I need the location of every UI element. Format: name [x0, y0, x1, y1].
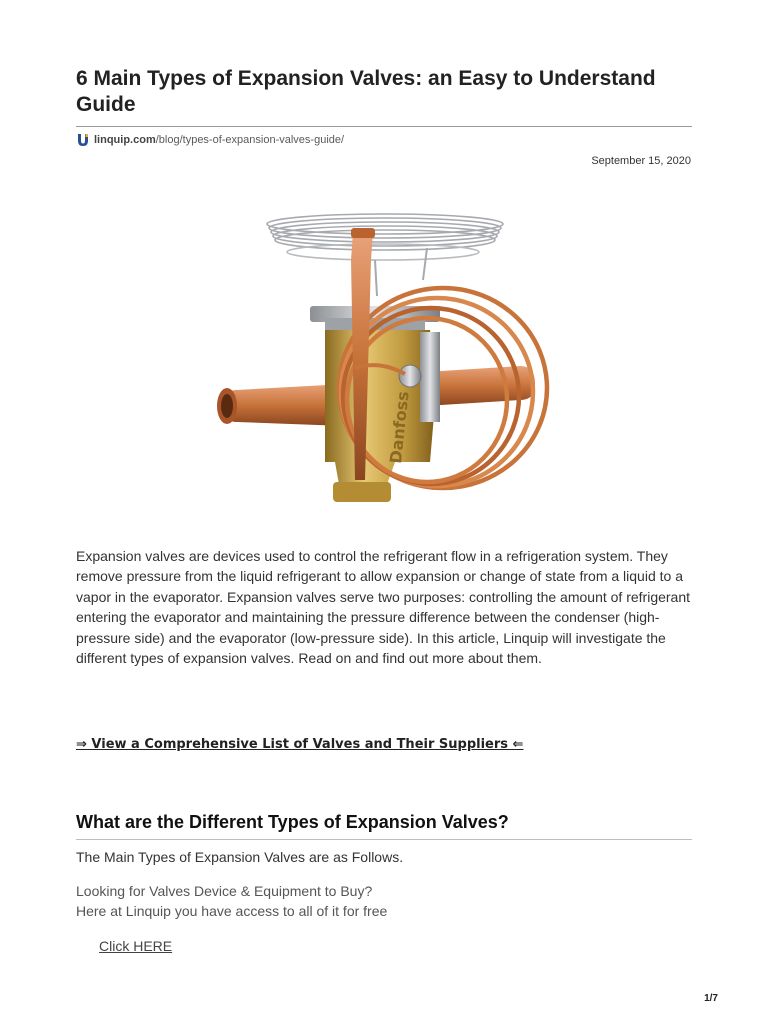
- promo-line-2: Here at Linquip you have access to all of it for free: [76, 903, 388, 919]
- suppliers-list-link[interactable]: ⇒ View a Comprehensive List of Valves and Their Suppliers ⇐: [76, 737, 524, 752]
- page-title: 6 Main Types of Expansion Valves: an Easy to Understand Guide: [76, 67, 656, 116]
- source-domain[interactable]: linquip.com: [94, 134, 156, 146]
- expansion-valve-image: [205, 200, 555, 510]
- title-divider: [76, 126, 692, 127]
- section-divider: [76, 839, 692, 840]
- publish-date: September 15, 2020: [591, 155, 691, 167]
- linquip-logo-icon: [76, 133, 90, 147]
- source-path[interactable]: /blog/types-of-expansion-valves-guide/: [155, 134, 345, 146]
- intro-paragraph: Expansion valves are devices used to control the refrigerant flow in a refrigeration system. They remove pressure from the liquid refrigerant to allow expansion or change of state from a liquid to a vapor in the evaporator. Expansion valves serve two purposes: controlling the amount of refrigerant entering the evaporator and maintaining the pressure difference between the condenser (high-pressure side) and the evaporator (low-pressure side). In this article, Linquip will investigate the different types of expansion valves. Read on and find out more about them.: [76, 548, 691, 667]
- brand-text: Danfoss: [386, 390, 413, 465]
- click-here-link[interactable]: Click HERE: [99, 938, 173, 954]
- promo-line-1: Looking for Valves Device & Equipment to Buy?: [76, 883, 373, 899]
- page-counter: 1/7: [704, 993, 718, 1004]
- types-intro: The Main Types of Expansion Valves are as Follows.: [76, 849, 404, 865]
- source-url[interactable]: [76, 132, 344, 148]
- section-heading: What are the Different Types of Expansion Valves?: [76, 812, 509, 832]
- capillary-coil: [267, 214, 503, 260]
